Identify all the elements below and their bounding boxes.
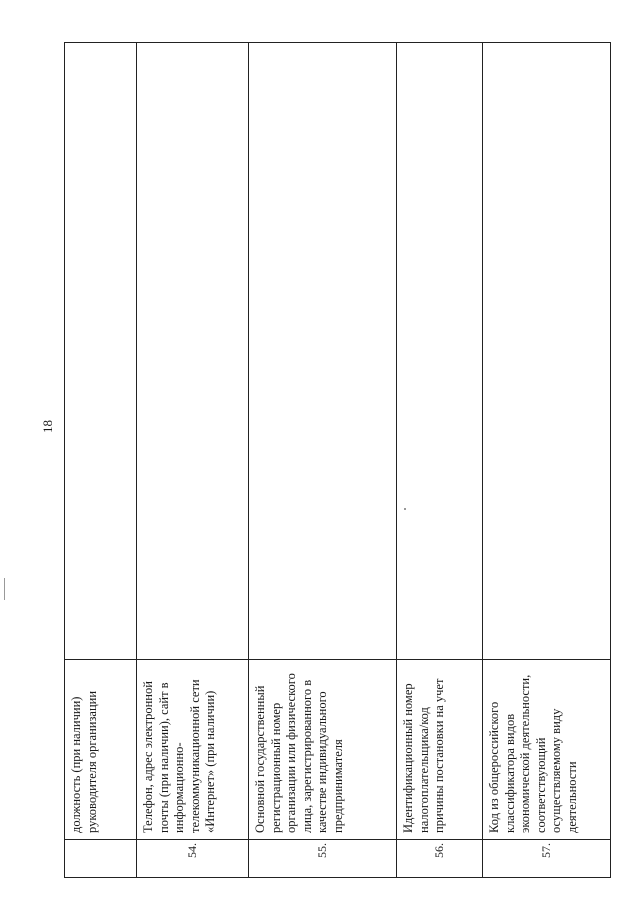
table-row — [65, 43, 137, 878]
row-label: Код из общероссийского классификатора видов экономической деятельности, соответствующий осуществляемому виду деятельности — [483, 660, 611, 840]
table-row — [397, 43, 483, 878]
row-number: 54. — [137, 840, 249, 878]
row-label: Основной государственный регистрационный номер организации или физического лица, зарегистрированного в качестве индивидуального предпринимателя — [249, 660, 397, 840]
row-label: должность (при наличии) руководителя организации — [65, 660, 137, 840]
table-row — [483, 43, 611, 878]
table-row — [137, 43, 249, 878]
row-label: Телефон, адрес электронной почты (при наличии), сайт в информационно-телекоммуникационной сети «Интернет» (при наличии) — [137, 660, 249, 840]
row-value-field[interactable] — [397, 43, 483, 660]
row-number: 56. — [397, 840, 483, 878]
scan-speck — [404, 508, 406, 510]
row-number — [65, 840, 137, 878]
form-table — [64, 42, 611, 878]
row-value-field[interactable] — [483, 43, 611, 660]
form-table-container — [64, 42, 610, 878]
scan-margin-mark — [4, 578, 5, 600]
row-value-field[interactable] — [137, 43, 249, 660]
page-number: 18 — [40, 420, 55, 433]
row-value-field[interactable] — [65, 43, 137, 660]
row-number: 55. — [249, 840, 397, 878]
row-label: Идентификационный номер налогоплательщика/код причины постановки на учет — [397, 660, 483, 840]
row-value-field[interactable] — [249, 43, 397, 660]
row-number: 57. — [483, 840, 611, 878]
table-row — [249, 43, 397, 878]
